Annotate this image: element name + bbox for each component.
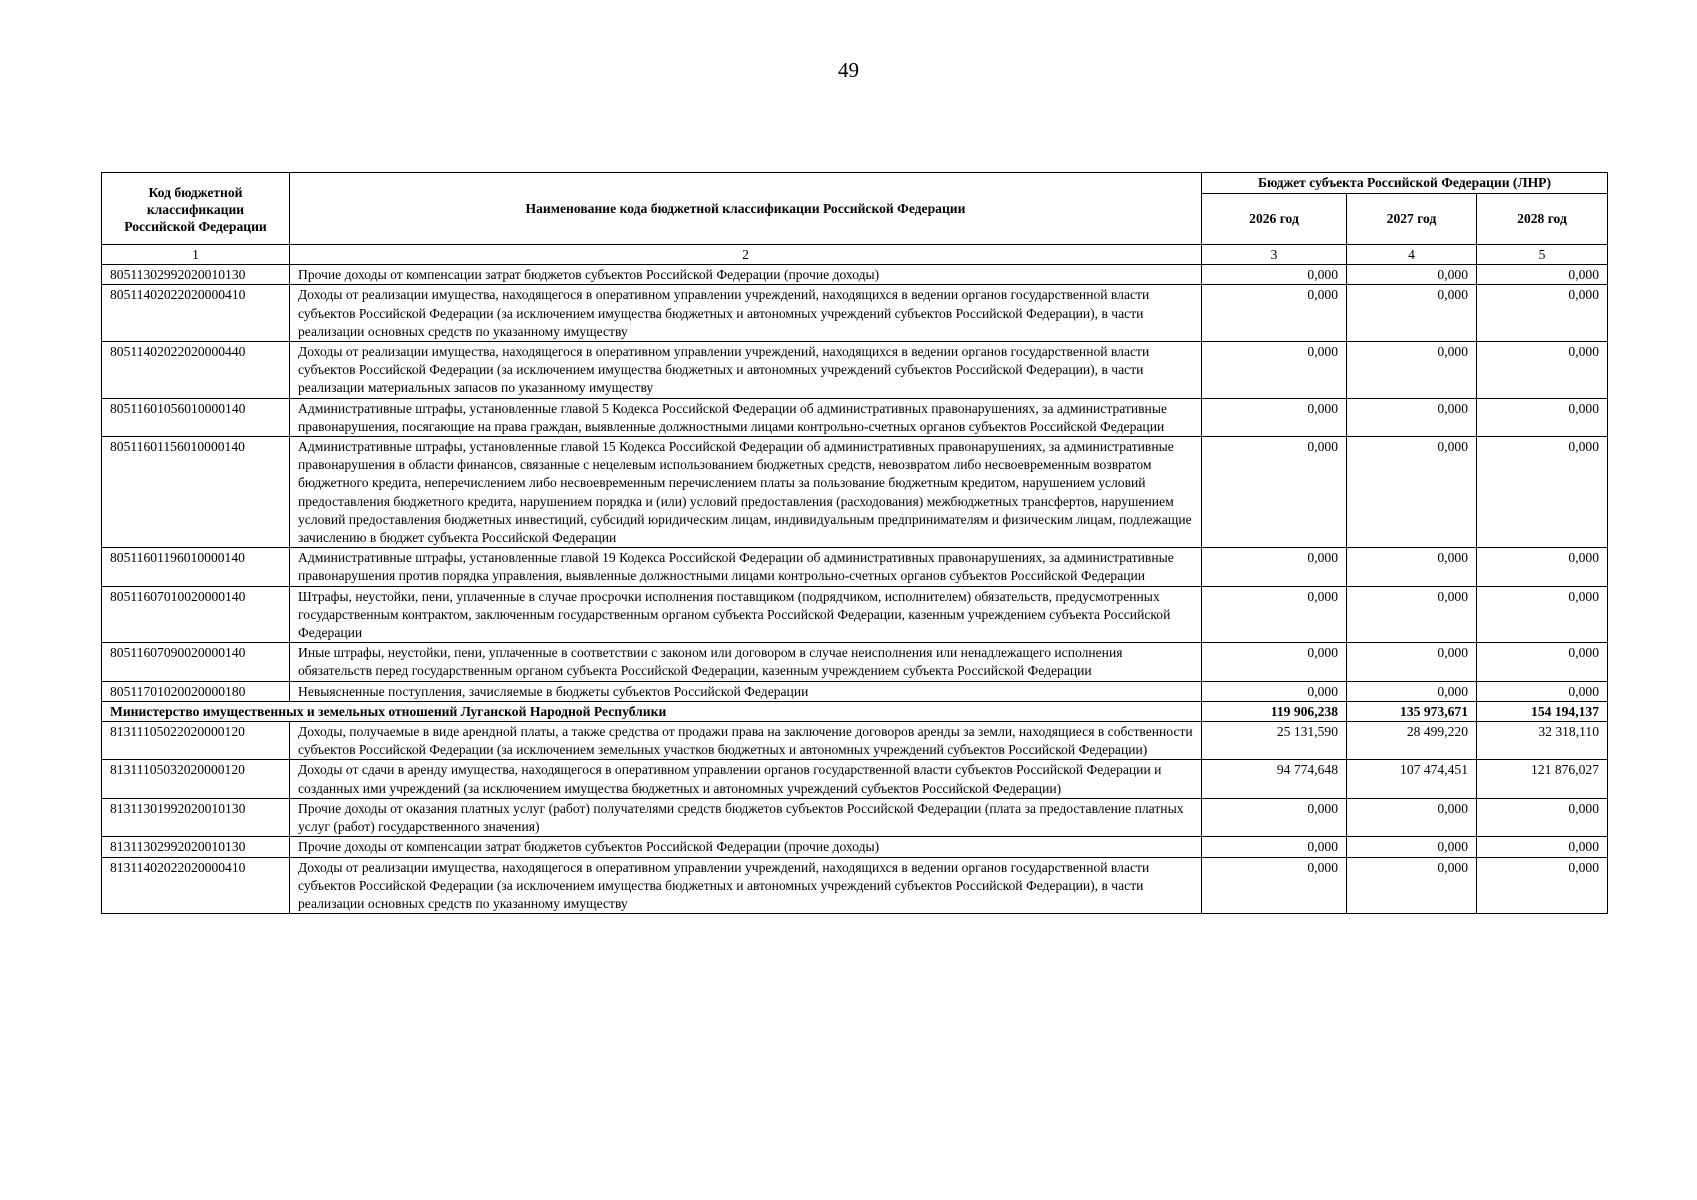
row-value-2027: 0,000 [1347,798,1477,836]
page-number: 49 [838,58,859,82]
row-code: 80511601056010000140 [102,398,290,436]
row-value-2028: 0,000 [1477,643,1608,681]
row-name: Невыясненные поступления, зачисляемые в бюджеты субъектов Российской Федерации [290,681,1202,701]
column-number: 4 [1347,245,1477,265]
row-value-2027: 0,000 [1347,342,1477,399]
row-value-2028: 0,000 [1477,798,1608,836]
table-row [102,265,1608,285]
column-number: 3 [1202,245,1347,265]
row-name: Прочие доходы от компенсации затрат бюджетов субъектов Российской Федерации (прочие доходы) [290,837,1202,857]
row-code: 81311105022020000120 [102,722,290,760]
ministry-total-2026: 119 906,238 [1202,701,1347,721]
row-code: 80511701020020000180 [102,681,290,701]
row-value-2027: 0,000 [1347,285,1477,342]
row-value-2027: 0,000 [1347,837,1477,857]
table-row [102,857,1608,914]
table-row [102,681,1608,701]
ministry-total-2027: 135 973,671 [1347,701,1477,721]
header-code: Код бюджетной классификации Российской Федерации [102,173,290,245]
row-code: 80511402022020000410 [102,285,290,342]
row-value-2028: 0,000 [1477,586,1608,643]
row-value-2027: 0,000 [1347,643,1477,681]
row-value-2026: 0,000 [1202,837,1347,857]
table-row [102,437,1608,548]
row-value-2026: 0,000 [1202,285,1347,342]
row-value-2026: 0,000 [1202,437,1347,548]
column-number: 1 [102,245,290,265]
ministry-name: Министерство имущественных и земельных отношений Луганской Народной Республики [102,701,1202,721]
column-number: 2 [290,245,1202,265]
row-name: Административные штрафы, установленные главой 5 Кодекса Российской Федерации об административных правонарушениях, за административные правонарушения, посягающие на права граждан, выявленные должностными лицами контрольно-счетных органов субъектов Российской Федерации [290,398,1202,436]
row-code: 81311105032020000120 [102,760,290,798]
row-value-2028: 121 876,027 [1477,760,1608,798]
header-budget: Бюджет субъекта Российской Федерации (ЛНР) [1202,173,1608,194]
row-value-2026: 0,000 [1202,342,1347,399]
row-name: Доходы от реализации имущества, находящегося в оперативном управлении учреждений, находящихся в ведении органов государственной власти субъектов Российской Федерации (за исключением имущества бюджетных и автономных учреждений субъектов Российской Федерации), в части реализации материальных запасов по указанному имуществу [290,342,1202,399]
table-row [102,285,1608,342]
row-value-2027: 0,000 [1347,586,1477,643]
row-value-2026: 0,000 [1202,857,1347,914]
row-value-2026: 25 131,590 [1202,722,1347,760]
row-value-2027: 28 499,220 [1347,722,1477,760]
table-row [102,837,1608,857]
row-name: Административные штрафы, установленные главой 19 Кодекса Российской Федерации об административных правонарушениях, за административные правонарушения против порядка управления, выявленные должностными лицами контрольно-счетных органов субъектов Российской Федерации [290,548,1202,586]
row-name: Штрафы, неустойки, пени, уплаченные в случае просрочки исполнения поставщиком (подрядчиком, исполнителем) обязательств, предусмотренных государственным контрактом, заключенным государственным органом субъекта Российской Федерации, казенным учреждением субъекта Российской Федерации [290,586,1202,643]
row-name: Прочие доходы от компенсации затрат бюджетов субъектов Российской Федерации (прочие доходы) [290,265,1202,285]
row-value-2028: 0,000 [1477,265,1608,285]
row-name: Иные штрафы, неустойки, пени, уплаченные в соответствии с законом или договором в случае неисполнения или ненадлежащего исполнения обязательств перед государственным органом субъекта Российской Федерации, казенным учреждением субъекта Российской Федерации [290,643,1202,681]
row-value-2026: 0,000 [1202,398,1347,436]
row-value-2028: 0,000 [1477,837,1608,857]
row-value-2028: 0,000 [1477,437,1608,548]
row-code: 80511607010020000140 [102,586,290,643]
row-name: Административные штрафы, установленные главой 15 Кодекса Российской Федерации об административных правонарушениях, за административные правонарушения в области финансов, связанные с нецелевым использованием бюджетных средств, невозвратом либо несвоевременным возвратом бюджетного кредита, неперечислением либо несвоевременным перечислением платы за пользование бюджетным кредитом, нарушением условий предоставления бюджетного кредита, нарушением порядка и (или) условий предоставления (расходования) межбюджетных трансфертов, нарушением условий предоставления бюджетных инвестиций, субсидий юридическим лицам, индивидуальным предпринимателям и физическим лицам, подлежащие зачислению в бюджет субъекта Российской Федерации [290,437,1202,548]
row-code: 81311301992020010130 [102,798,290,836]
row-value-2027: 0,000 [1347,398,1477,436]
table-row [102,342,1608,399]
row-value-2026: 0,000 [1202,681,1347,701]
row-value-2026: 0,000 [1202,265,1347,285]
row-code: 81311302992020010130 [102,837,290,857]
row-value-2028: 0,000 [1477,548,1608,586]
row-name: Доходы от реализации имущества, находящегося в оперативном управлении учреждений, находящихся в ведении органов государственной власти субъектов Российской Федерации (за исключением имущества бюджетных и автономных учреждений субъектов Российской Федерации), в части реализации основных средств по указанному имуществу [290,285,1202,342]
row-value-2028: 0,000 [1477,681,1608,701]
header-name: Наименование кода бюджетной классификации Российской Федерации [290,173,1202,245]
header-year-2027: 2027 год [1347,194,1477,245]
row-value-2027: 0,000 [1347,857,1477,914]
table-row [102,398,1608,436]
table-row [102,722,1608,760]
header-year-2028: 2028 год [1477,194,1608,245]
table-row [102,586,1608,643]
row-value-2028: 0,000 [1477,398,1608,436]
row-code: 80511601156010000140 [102,437,290,548]
table-row [102,548,1608,586]
row-code: 80511607090020000140 [102,643,290,681]
row-value-2027: 0,000 [1347,548,1477,586]
row-value-2028: 0,000 [1477,342,1608,399]
row-value-2027: 0,000 [1347,437,1477,548]
row-value-2026: 0,000 [1202,798,1347,836]
row-name: Доходы от сдачи в аренду имущества, находящегося в оперативном управлении органов государственной власти субъектов Российской Федерации и созданных ими учреждений (за исключением имущества бюджетных и автономных учреждений субъектов Российской Федерации) [290,760,1202,798]
header-year-2026: 2026 год [1202,194,1347,245]
table-body [102,245,1608,914]
row-value-2026: 94 774,648 [1202,760,1347,798]
row-value-2028: 0,000 [1477,857,1608,914]
row-code: 80511402022020000440 [102,342,290,399]
row-value-2027: 0,000 [1347,681,1477,701]
column-numbers-row [102,245,1608,265]
row-value-2028: 0,000 [1477,285,1608,342]
row-value-2026: 0,000 [1202,548,1347,586]
row-code: 80511601196010000140 [102,548,290,586]
table-row [102,760,1608,798]
budget-table [101,172,1608,914]
row-name: Доходы от реализации имущества, находящегося в оперативном управлении учреждений, находящихся в ведении органов государственной власти субъектов Российской Федерации (за исключением имущества бюджетных и автономных учреждений субъектов Российской Федерации), в части реализации основных средств по указанному имуществу [290,857,1202,914]
row-value-2027: 0,000 [1347,265,1477,285]
row-value-2028: 32 318,110 [1477,722,1608,760]
table-row [102,643,1608,681]
ministry-row [102,701,1608,721]
row-name: Прочие доходы от оказания платных услуг (работ) получателями средств бюджетов субъектов Российской Федерации (плата за предоставление платных услуг (работ) государственного значения) [290,798,1202,836]
row-name: Доходы, получаемые в виде арендной платы, а также средства от продажи права на заключение договоров аренды за земли, находящиеся в собственности субъектов Российской Федерации (за исключением земельных участков бюджетных и автономных учреждений субъектов Российской Федерации) [290,722,1202,760]
row-value-2026: 0,000 [1202,643,1347,681]
ministry-total-2028: 154 194,137 [1477,701,1608,721]
row-code: 81311402022020000410 [102,857,290,914]
row-value-2026: 0,000 [1202,586,1347,643]
column-number: 5 [1477,245,1608,265]
table-row [102,798,1608,836]
row-code: 80511302992020010130 [102,265,290,285]
row-value-2027: 107 474,451 [1347,760,1477,798]
